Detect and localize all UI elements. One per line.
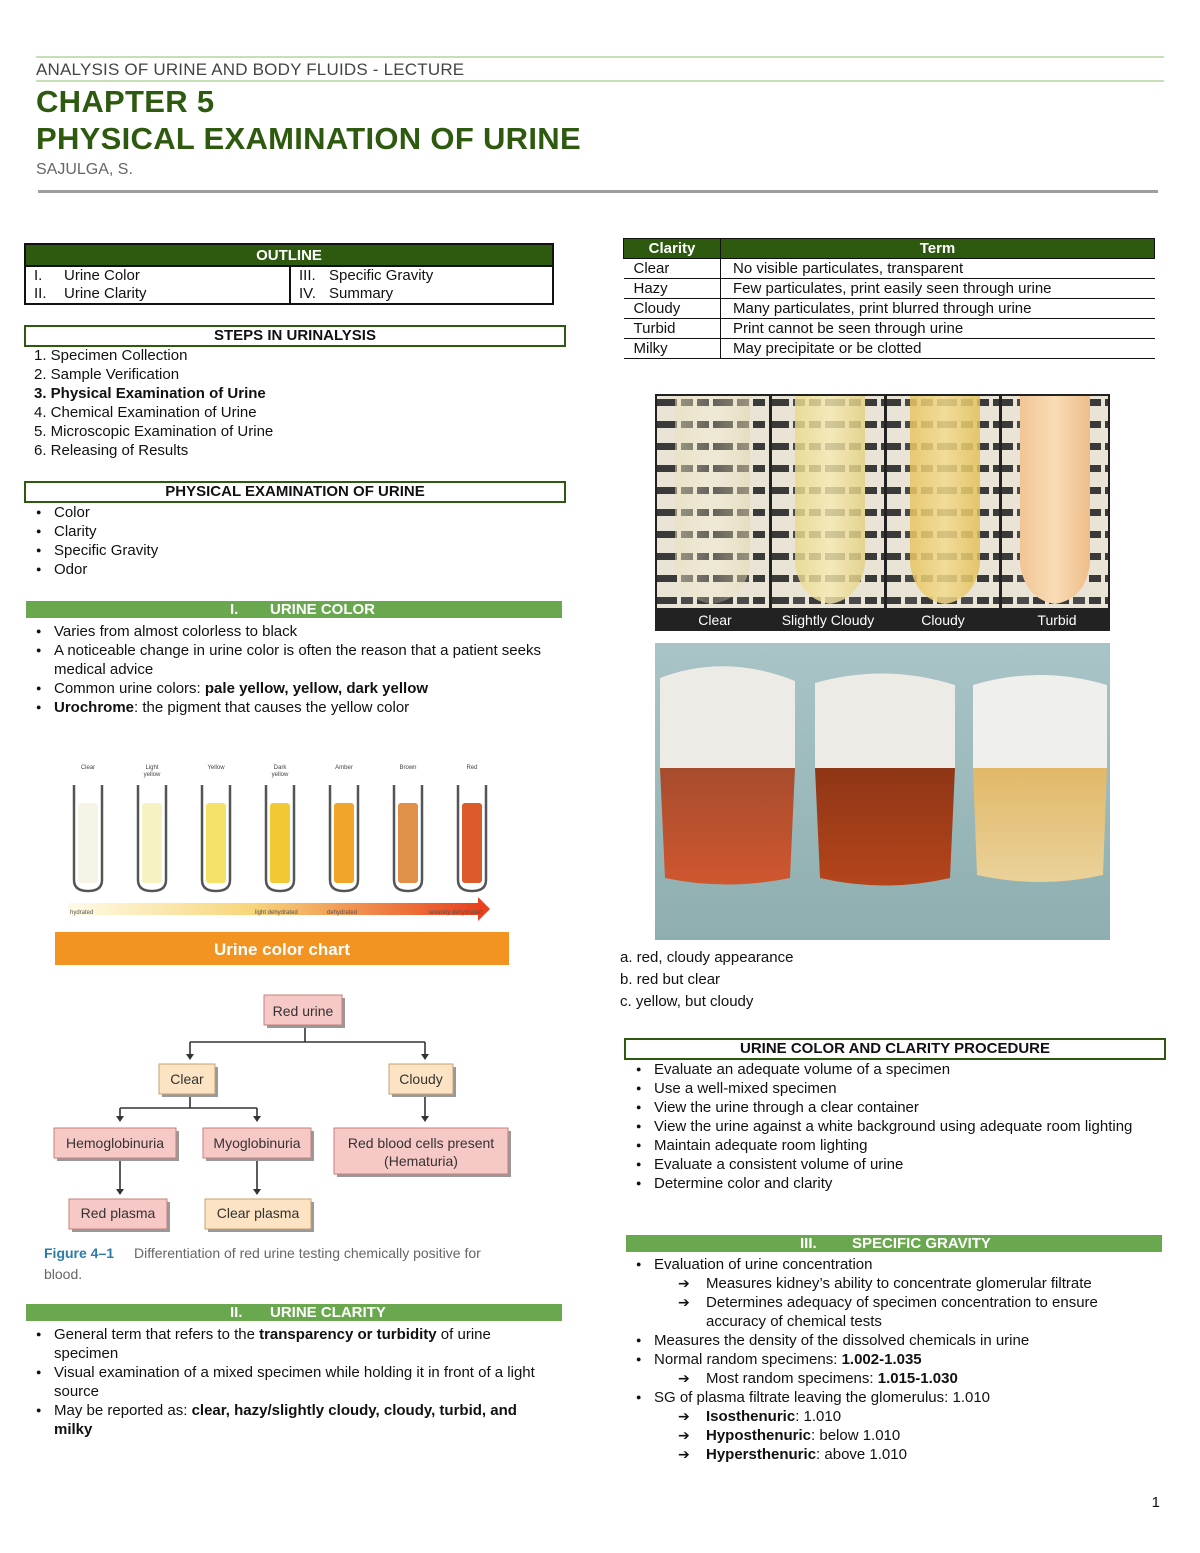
list-item: 5. Microscopic Examination of Urine <box>34 423 274 440</box>
list-item: ● Maintain adequate room lighting <box>626 1136 1154 1155</box>
tube-cloudy <box>910 396 980 604</box>
cup-a-red-cloudy <box>660 768 795 885</box>
color-tube-fill <box>78 803 98 883</box>
physical-list <box>26 503 158 579</box>
table-row: Clear No visible particulates, transparent <box>624 259 1155 279</box>
outline-item: I. Urine Color <box>25 266 290 285</box>
outline-table <box>24 243 554 305</box>
caption-line: c. yellow, but cloudy <box>620 993 754 1010</box>
list-item: 3. Physical Examination of Urine <box>34 385 266 402</box>
list-item: ● SG of plasma filtrate leaving the glomerulus: 1.010 <box>626 1388 1156 1407</box>
flow-label: Red urine <box>272 1003 334 1019</box>
table-row: Hazy Few particulates, print easily seen through urine <box>624 279 1155 299</box>
list-item: ● Use a well-mixed specimen <box>626 1079 1154 1098</box>
list-item: ● Urochrome: the pigment that causes the yellow color <box>26 698 556 717</box>
page-title: PHYSICAL EXAMINATION OF URINE <box>36 121 581 156</box>
figure-caption: blood. <box>44 1266 83 1282</box>
flow-label: Clear plasma <box>216 1205 300 1221</box>
color-tube-fill <box>270 803 290 883</box>
caption-line: a. red, cloudy appearance <box>620 949 794 966</box>
photo-label: Cloudy <box>921 612 965 628</box>
scale-label: severely dehydrated <box>428 910 483 916</box>
section-urine-clarity: II. URINE CLARITY <box>26 1304 562 1321</box>
color-tube-label: Light <box>145 765 159 771</box>
cup-b-red-clear <box>815 768 955 886</box>
color-tube-fill <box>334 803 354 883</box>
color-tube-fill <box>206 803 226 883</box>
list-item: ● May be reported as: clear, hazy/slightly cloudy, cloudy, turbid, and milky <box>26 1401 556 1439</box>
flow-label: Myoglobinuria <box>213 1135 301 1151</box>
chapter-label: CHAPTER 5 <box>36 84 215 119</box>
sg-list <box>626 1255 1156 1464</box>
clarity-tubes-photo <box>655 394 1110 631</box>
list-item: ● View the urine against a white background using adequate room lighting <box>626 1117 1154 1136</box>
color-tube-fill <box>398 803 418 883</box>
list-item: 4. Chemical Examination of Urine <box>34 404 257 421</box>
photo-label: Turbid <box>1037 612 1077 628</box>
scale-label: dehydrated <box>327 910 358 916</box>
list-item: ● Determine color and clarity <box>626 1174 1154 1193</box>
section-specific-gravity: III. SPECIFIC GRAVITY <box>626 1235 1162 1252</box>
figure-caption: Differentiation of red urine testing chemically positive for <box>134 1245 481 1261</box>
table-row: Turbid Print cannot be seen through urine <box>624 319 1155 339</box>
cups-caption <box>620 947 793 1013</box>
outline-item: II. Urine Clarity <box>25 285 290 304</box>
clarity-list <box>26 1325 556 1439</box>
urine-cups-photo <box>655 643 1110 940</box>
list-item: ● Visual examination of a mixed specimen while holding it in front of a light source <box>26 1363 556 1401</box>
chart-banner-text: Urine color chart <box>213 940 351 959</box>
list-item: ● Evaluate a consistent volume of urine <box>626 1155 1154 1174</box>
tube-slightly-cloudy <box>795 396 865 604</box>
cup-c-yellow-cloudy <box>973 768 1107 882</box>
color-tube-fill <box>142 803 162 883</box>
table-row: Cloudy Many particulates, print blurred through urine <box>624 299 1155 319</box>
procedure-heading: URINE COLOR AND CLARITY PROCEDURE <box>624 1038 1166 1060</box>
list-item: ● General term that refers to the transparency or turbidity of urine specimen <box>26 1325 556 1363</box>
list-item: ● Specific Gravity <box>26 541 158 560</box>
photo-label: Clear <box>698 612 732 628</box>
table-header: Clarity <box>624 239 721 259</box>
list-item: 2. Sample Verification <box>34 366 180 383</box>
color-tube-label: yellow <box>271 772 289 778</box>
course-title: ANALYSIS OF URINE AND BODY FLUIDS - LECTURE <box>36 60 465 79</box>
steps-heading: STEPS IN URINALYSIS <box>24 325 566 347</box>
sub-item: ➔ Determines adequacy of specimen concentration to ensure accuracy of chemical tests <box>626 1293 1156 1331</box>
header-top-rule <box>36 56 1164 58</box>
list-item: ● Evaluate an adequate volume of a specimen <box>626 1060 1154 1079</box>
table-header: Term <box>721 239 1155 259</box>
procedure-list <box>626 1060 1154 1193</box>
hydration-scale-arrow <box>478 897 490 921</box>
outline-item: IV. Summary <box>290 285 553 304</box>
color-tube-label: Yellow <box>207 765 225 771</box>
color-tube-label: Red <box>466 765 478 771</box>
list-item: ● Evaluation of urine concentration <box>626 1255 1156 1274</box>
list-item: ● Normal random specimens: 1.002-1.035 <box>626 1350 1156 1369</box>
flow-label: (Hematuria) <box>384 1153 458 1169</box>
header-bottom-rule <box>38 190 1158 193</box>
list-item: 1. Specimen Collection <box>34 347 188 364</box>
list-item: ● Measures the density of the dissolved chemicals in urine <box>626 1331 1156 1350</box>
page-number: 1 <box>1151 1494 1160 1511</box>
list-item: ● Odor <box>26 560 158 579</box>
section-urine-color: I. URINE COLOR <box>26 601 562 618</box>
tube-turbid <box>1020 396 1090 604</box>
list-item: ● View the urine through a clear container <box>626 1098 1154 1117</box>
flow-label: Clear <box>170 1071 204 1087</box>
clarity-table <box>623 238 1155 359</box>
sub-item: ➔ Most random specimens: 1.015-1.030 <box>626 1369 1156 1388</box>
caption-line: b. red but clear <box>620 971 721 988</box>
flow-label: Cloudy <box>399 1071 443 1087</box>
sub-item: ➔ Hyposthenuric: below 1.010 <box>626 1426 1156 1445</box>
flow-label: Red plasma <box>80 1205 156 1221</box>
red-urine-flowchart <box>40 990 540 1290</box>
flow-label: Hemoglobinuria <box>65 1135 165 1151</box>
physical-heading: PHYSICAL EXAMINATION OF URINE <box>24 481 566 503</box>
author: SAJULGA, S. <box>36 161 133 178</box>
list-item: ● Varies from almost colorless to black <box>26 622 556 641</box>
list-item: ● Color <box>26 503 158 522</box>
header-mid-rule <box>36 80 1164 82</box>
color-tube-label: yellow <box>143 772 161 778</box>
color-tube-label: Amber <box>335 765 353 771</box>
steps-list <box>4 346 273 460</box>
tube-clear <box>675 396 750 604</box>
list-item: ● Clarity <box>26 522 158 541</box>
outline-heading: OUTLINE <box>25 244 553 266</box>
sub-item: ➔ Measures kidney’s ability to concentrate glomerular filtrate <box>626 1274 1156 1293</box>
color-tube-label: Clear <box>80 765 96 771</box>
table-row: Milky May precipitate or be clotted <box>624 339 1155 359</box>
sub-item: ➔ Isosthenuric: 1.010 <box>626 1407 1156 1426</box>
scale-label: hydrated <box>70 910 94 916</box>
list-item: ● Common urine colors: pale yellow, yellow, dark yellow <box>26 679 556 698</box>
figure-label: Figure 4–1 <box>44 1245 115 1261</box>
color-tube-label: Dark <box>273 765 287 771</box>
color-tube-fill <box>462 803 482 883</box>
list-item: 6. Releasing of Results <box>34 442 189 459</box>
list-item: ● A noticeable change in urine color is often the reason that a patient seeks medical advice <box>26 641 556 679</box>
outline-item: III. Specific Gravity <box>290 266 553 285</box>
scale-label: light dehydrated <box>255 910 298 916</box>
urine-color-chart <box>50 755 520 970</box>
photo-label: Slightly Cloudy <box>781 612 875 628</box>
flow-label: Red blood cells present <box>347 1135 495 1151</box>
sub-item: ➔ Hypersthenuric: above 1.010 <box>626 1445 1156 1464</box>
color-tube-label: Brown <box>399 765 417 771</box>
color-list <box>26 622 556 717</box>
